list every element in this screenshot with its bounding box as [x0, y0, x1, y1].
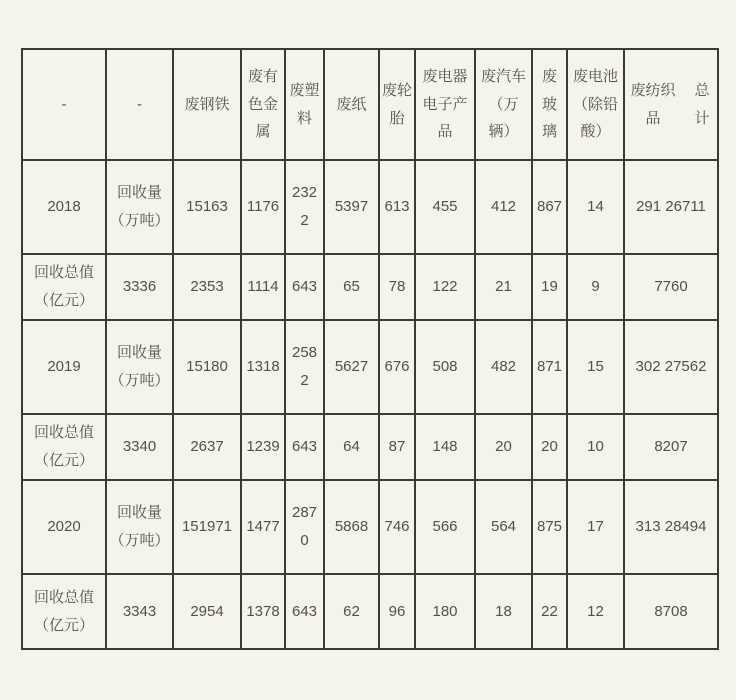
table-cell: 871 — [532, 320, 567, 414]
header-cell — [624, 49, 718, 160]
table-cell: 回收总值（亿元） — [22, 414, 106, 480]
table-cell: 482 — [475, 320, 532, 414]
table-cell: 643 — [285, 414, 324, 480]
table-cell: 96 — [379, 574, 415, 649]
header-cell: 废塑料 — [285, 49, 324, 160]
table-row — [22, 414, 718, 480]
table-cell: 回收量（万吨） — [106, 160, 173, 254]
table-cell: 1239 — [241, 414, 285, 480]
table-cell: 180 — [415, 574, 475, 649]
table-cell: 1318 — [241, 320, 285, 414]
table-cell: 1176 — [241, 160, 285, 254]
table-cell: 17 — [567, 480, 624, 574]
table-cell: 313 28494 — [624, 480, 718, 574]
header-label: 总计 — [694, 81, 710, 127]
table-cell: 746 — [379, 480, 415, 574]
table-row — [22, 160, 718, 254]
table-cell: 1477 — [241, 480, 285, 574]
table-cell: 64 — [324, 414, 379, 480]
table-row — [22, 574, 718, 649]
table-cell: 151971 — [173, 480, 241, 574]
header-cell: 废轮胎 — [379, 49, 415, 160]
table-cell: 2020 — [22, 480, 106, 574]
table-cell: 7760 — [624, 254, 718, 320]
recycling-table-container — [21, 48, 719, 650]
table-cell: 12 — [567, 574, 624, 649]
table-cell: 回收总值（亿元） — [22, 574, 106, 649]
table-cell: 412 — [475, 160, 532, 254]
table-cell: 3336 — [106, 254, 173, 320]
table-cell: 8708 — [624, 574, 718, 649]
table-cell: 302 27562 — [624, 320, 718, 414]
table-cell: 148 — [415, 414, 475, 480]
table-cell: 1378 — [241, 574, 285, 649]
table-cell: 62 — [324, 574, 379, 649]
table-cell: 9 — [567, 254, 624, 320]
table-cell: 回收总值（亿元） — [22, 254, 106, 320]
header-cell: 废玻璃 — [532, 49, 567, 160]
table-cell: 65 — [324, 254, 379, 320]
header-cell: 废电池（除铅酸） — [567, 49, 624, 160]
table-cell: 15 — [567, 320, 624, 414]
table-cell: 122 — [415, 254, 475, 320]
table-cell: 875 — [532, 480, 567, 574]
table-cell: 867 — [532, 160, 567, 254]
table-cell: 2582 — [285, 320, 324, 414]
table-cell: 2018 — [22, 160, 106, 254]
table-cell: 5397 — [324, 160, 379, 254]
table-cell: 5627 — [324, 320, 379, 414]
table-cell: 566 — [415, 480, 475, 574]
header-row — [22, 49, 718, 160]
table-cell: 564 — [475, 480, 532, 574]
table-cell: 87 — [379, 414, 415, 480]
table-cell: 2019 — [22, 320, 106, 414]
table-row — [22, 480, 718, 574]
header-cell: - — [106, 49, 173, 160]
table-cell: 508 — [415, 320, 475, 414]
table-cell: 回收量（万吨） — [106, 480, 173, 574]
table-cell: 20 — [475, 414, 532, 480]
table-cell: 20 — [532, 414, 567, 480]
table-cell: 19 — [532, 254, 567, 320]
header-cell: 废钢铁 — [173, 49, 241, 160]
table-cell: 3343 — [106, 574, 173, 649]
header-cell: 废电器电子产品 — [415, 49, 475, 160]
header-cell: - — [22, 49, 106, 160]
table-cell: 2954 — [173, 574, 241, 649]
table-row — [22, 320, 718, 414]
table-cell: 8207 — [624, 414, 718, 480]
table-cell: 613 — [379, 160, 415, 254]
table-cell: 676 — [379, 320, 415, 414]
table-cell: 14 — [567, 160, 624, 254]
table-cell: 643 — [285, 574, 324, 649]
header-cell: 废纸 — [324, 49, 379, 160]
table-cell: 回收量（万吨） — [106, 320, 173, 414]
header-label: 废纺织品 — [630, 81, 676, 127]
table-cell: 455 — [415, 160, 475, 254]
table-cell: 78 — [379, 254, 415, 320]
table-cell: 21 — [475, 254, 532, 320]
table-cell: 1114 — [241, 254, 285, 320]
table-cell: 15180 — [173, 320, 241, 414]
table-cell: 643 — [285, 254, 324, 320]
table-row — [22, 254, 718, 320]
table-cell: 2353 — [173, 254, 241, 320]
table-cell: 5868 — [324, 480, 379, 574]
table-cell: 2322 — [285, 160, 324, 254]
recycling-table — [21, 48, 719, 650]
header-cell: 废有色金属 — [241, 49, 285, 160]
split-header — [627, 77, 715, 133]
table-cell: 15163 — [173, 160, 241, 254]
table-cell: 18 — [475, 574, 532, 649]
table-cell: 2637 — [173, 414, 241, 480]
table-cell: 22 — [532, 574, 567, 649]
header-cell: 废汽车（万辆） — [475, 49, 532, 160]
table-cell: 291 26711 — [624, 160, 718, 254]
table-cell: 3340 — [106, 414, 173, 480]
table-cell: 2870 — [285, 480, 324, 574]
table-header — [22, 49, 718, 160]
table-cell: 10 — [567, 414, 624, 480]
table-body — [22, 160, 718, 649]
